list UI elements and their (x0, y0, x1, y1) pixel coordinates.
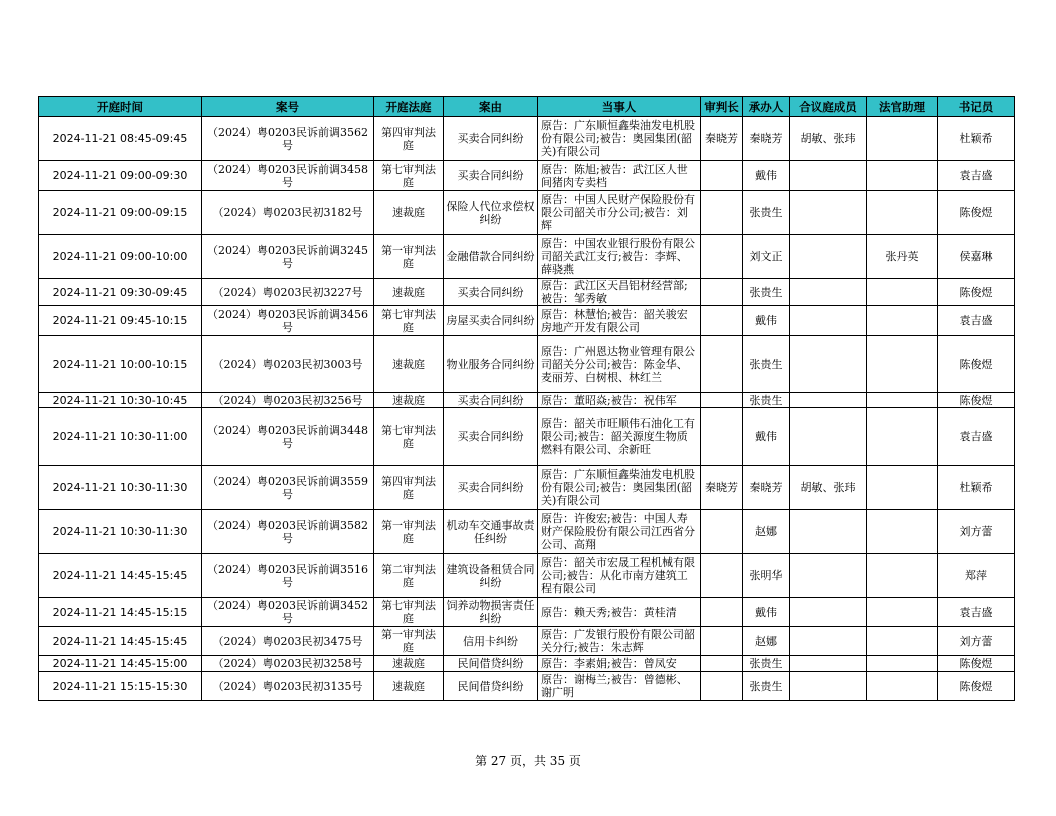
cell-panel (790, 554, 867, 598)
cell-time: 2024-11-21 14:45-15:45 (39, 554, 202, 598)
cell-cause: 房屋买卖合同纠纷 (444, 306, 538, 336)
cell-case-no: （2024）粤0203民诉前调3448号 (202, 408, 374, 466)
cell-case-no: （2024）粤0203民初3256号 (202, 393, 374, 408)
col-header-time: 开庭时间 (39, 97, 202, 117)
cell-court: 速裁庭 (374, 393, 444, 408)
table-row (39, 191, 1015, 235)
cell-handler: 秦晓芳 (743, 466, 790, 510)
cell-chief-judge (701, 510, 743, 554)
cell-chief-judge (701, 554, 743, 598)
cell-case-no: （2024）粤0203民初3003号 (202, 336, 374, 393)
cell-case-no: （2024）粤0203民诉前调3559号 (202, 466, 374, 510)
cell-handler: 张贵生 (743, 279, 790, 306)
col-header-assistant: 法官助理 (867, 97, 938, 117)
cell-case-no: （2024）粤0203民诉前调3458号 (202, 161, 374, 191)
cell-parties: 原告：中国农业银行股份有限公司韶关武江支行;被告：李辉、薛骁燕 (538, 235, 701, 279)
cell-parties: 原告：广州恩达物业管理有限公司韶关分公司;被告：陈金华、麦丽芳、白树根、林红兰 (538, 336, 701, 393)
cell-time: 2024-11-21 14:45-15:15 (39, 598, 202, 627)
cell-time: 2024-11-21 09:00-09:30 (39, 161, 202, 191)
cell-parties: 原告：韶关市旺顺伟石油化工有限公司;被告：韶关源度生物质燃料有限公司、余新旺 (538, 408, 701, 466)
cell-parties: 原告：董昭焱;被告：祝伟军 (538, 393, 701, 408)
table-row (39, 279, 1015, 306)
cell-court: 速裁庭 (374, 191, 444, 235)
col-header-clerk: 书记员 (938, 97, 1015, 117)
cell-assistant (867, 510, 938, 554)
cell-cause: 民间借贷纠纷 (444, 656, 538, 672)
cell-handler: 赵娜 (743, 627, 790, 656)
cell-clerk: 杜颖希 (938, 117, 1015, 161)
cell-panel (790, 656, 867, 672)
cell-cause: 信用卡纠纷 (444, 627, 538, 656)
cell-clerk: 杜颖希 (938, 466, 1015, 510)
cell-panel (790, 598, 867, 627)
cell-handler: 戴伟 (743, 306, 790, 336)
cell-parties: 原告：韶关市宏晟工程机械有限公司;被告：从化市南方建筑工程有限公司 (538, 554, 701, 598)
cell-chief-judge (701, 627, 743, 656)
cell-assistant (867, 672, 938, 701)
cell-chief-judge (701, 235, 743, 279)
cell-handler: 戴伟 (743, 598, 790, 627)
cell-handler: 秦晓芳 (743, 117, 790, 161)
cell-cause: 机动车交通事故责任纠纷 (444, 510, 538, 554)
cell-panel (790, 191, 867, 235)
cell-time: 2024-11-21 09:00-09:15 (39, 191, 202, 235)
cell-handler: 戴伟 (743, 161, 790, 191)
header-row (39, 97, 1015, 117)
cell-case-no: （2024）粤0203民诉前调3452号 (202, 598, 374, 627)
cell-case-no: （2024）粤0203民初3475号 (202, 627, 374, 656)
table-row (39, 554, 1015, 598)
cell-clerk: 袁吉盛 (938, 408, 1015, 466)
cell-chief-judge (701, 408, 743, 466)
cell-case-no: （2024）粤0203民诉前调3582号 (202, 510, 374, 554)
cell-handler: 张贵生 (743, 393, 790, 408)
cell-clerk: 郑萍 (938, 554, 1015, 598)
cell-court: 速裁庭 (374, 656, 444, 672)
cell-cause: 买卖合同纠纷 (444, 466, 538, 510)
cell-panel (790, 306, 867, 336)
cell-clerk: 刘方蕾 (938, 627, 1015, 656)
cell-handler: 张贵生 (743, 672, 790, 701)
cell-chief-judge (701, 306, 743, 336)
cell-handler: 张明华 (743, 554, 790, 598)
table-row (39, 408, 1015, 466)
cell-time: 2024-11-21 15:15-15:30 (39, 672, 202, 701)
cell-clerk: 陈俊煜 (938, 656, 1015, 672)
cell-cause: 民间借贷纠纷 (444, 672, 538, 701)
cell-handler: 张贵生 (743, 191, 790, 235)
cell-chief-judge: 秦晓芳 (701, 117, 743, 161)
table-row (39, 306, 1015, 336)
cell-chief-judge (701, 393, 743, 408)
table-row (39, 161, 1015, 191)
cell-court: 第一审判法庭 (374, 627, 444, 656)
cell-cause: 物业服务合同纠纷 (444, 336, 538, 393)
cell-court: 第二审判法庭 (374, 554, 444, 598)
cell-handler: 刘文正 (743, 235, 790, 279)
cell-chief-judge (701, 656, 743, 672)
cell-parties: 原告：广东顺恒鑫柴油发电机股份有限公司;被告：奥园集团(韶关)有限公司 (538, 117, 701, 161)
cell-assistant (867, 656, 938, 672)
cell-parties: 原告：陈旭;被告：武江区人世间猪肉专卖档 (538, 161, 701, 191)
table-row (39, 656, 1015, 672)
cell-time: 2024-11-21 09:45-10:15 (39, 306, 202, 336)
cell-time: 2024-11-21 10:30-10:45 (39, 393, 202, 408)
cell-court: 速裁庭 (374, 336, 444, 393)
cell-handler: 赵娜 (743, 510, 790, 554)
table-row (39, 336, 1015, 393)
cell-parties: 原告：赖天秀;被告：黄桂清 (538, 598, 701, 627)
cell-parties: 原告：武江区天昌铝材经营部;被告：邹秀敏 (538, 279, 701, 306)
cell-chief-judge (701, 598, 743, 627)
cell-panel (790, 627, 867, 656)
cell-panel (790, 235, 867, 279)
cell-assistant (867, 117, 938, 161)
cell-assistant (867, 191, 938, 235)
cell-clerk: 陈俊煜 (938, 279, 1015, 306)
cell-panel (790, 279, 867, 306)
hearing-schedule-table (38, 96, 1015, 701)
cell-assistant (867, 408, 938, 466)
cell-panel: 胡敏、张玮 (790, 117, 867, 161)
cell-parties: 原告：李素娟;被告：曾凤安 (538, 656, 701, 672)
col-header-parties: 当事人 (538, 97, 701, 117)
cell-parties: 原告：广东顺恒鑫柴油发电机股份有限公司;被告：奥园集团(韶关)有限公司 (538, 466, 701, 510)
cell-panel: 胡敏、张玮 (790, 466, 867, 510)
cell-parties: 原告：林慧怡;被告：韶关骏宏房地产开发有限公司 (538, 306, 701, 336)
cell-handler: 张贵生 (743, 656, 790, 672)
cell-cause: 买卖合同纠纷 (444, 161, 538, 191)
table-row (39, 235, 1015, 279)
cell-case-no: （2024）粤0203民初3258号 (202, 656, 374, 672)
table-row (39, 510, 1015, 554)
table-row (39, 627, 1015, 656)
cell-handler: 张贵生 (743, 336, 790, 393)
cell-cause: 金融借款合同纠纷 (444, 235, 538, 279)
col-header-panel: 合议庭成员 (790, 97, 867, 117)
cell-cause: 买卖合同纠纷 (444, 117, 538, 161)
cell-clerk: 侯嘉琳 (938, 235, 1015, 279)
cell-panel (790, 408, 867, 466)
cell-court: 第七审判法庭 (374, 408, 444, 466)
cell-court: 速裁庭 (374, 672, 444, 701)
cell-time: 2024-11-21 09:30-09:45 (39, 279, 202, 306)
cell-parties: 原告：谢梅兰;被告：曾德彬、谢广明 (538, 672, 701, 701)
cell-assistant (867, 598, 938, 627)
cell-chief-judge (701, 191, 743, 235)
cell-assistant: 张丹英 (867, 235, 938, 279)
cell-assistant (867, 627, 938, 656)
cell-cause: 保险人代位求偿权纠纷 (444, 191, 538, 235)
cell-clerk: 陈俊煜 (938, 672, 1015, 701)
cell-panel (790, 393, 867, 408)
cell-panel (790, 336, 867, 393)
cell-clerk: 袁吉盛 (938, 161, 1015, 191)
cell-chief-judge: 秦晓芳 (701, 466, 743, 510)
cell-assistant (867, 279, 938, 306)
cell-assistant (867, 466, 938, 510)
cell-time: 2024-11-21 10:00-10:15 (39, 336, 202, 393)
cell-cause: 买卖合同纠纷 (444, 279, 538, 306)
cell-court: 第七审判法庭 (374, 306, 444, 336)
cell-court: 第四审判法庭 (374, 466, 444, 510)
page-footer: 第 27 页，共 35 页 (475, 754, 581, 768)
cell-time: 2024-11-21 14:45-15:45 (39, 627, 202, 656)
table-row (39, 117, 1015, 161)
table-row (39, 393, 1015, 408)
cell-time: 2024-11-21 14:45-15:00 (39, 656, 202, 672)
cell-parties: 原告：广发银行股份有限公司韶关分行;被告：朱志辉 (538, 627, 701, 656)
cell-time: 2024-11-21 08:45-09:45 (39, 117, 202, 161)
cell-case-no: （2024）粤0203民诉前调3456号 (202, 306, 374, 336)
cell-panel (790, 672, 867, 701)
cell-case-no: （2024）粤0203民初3227号 (202, 279, 374, 306)
cell-clerk: 刘方蕾 (938, 510, 1015, 554)
col-header-case-no: 案号 (202, 97, 374, 117)
cell-case-no: （2024）粤0203民诉前调3562号 (202, 117, 374, 161)
table-row (39, 672, 1015, 701)
cell-cause: 买卖合同纠纷 (444, 408, 538, 466)
col-header-cause: 案由 (444, 97, 538, 117)
cell-clerk: 陈俊煜 (938, 336, 1015, 393)
cell-cause: 建筑设备租赁合同纠纷 (444, 554, 538, 598)
cell-cause: 买卖合同纠纷 (444, 393, 538, 408)
cell-time: 2024-11-21 09:00-10:00 (39, 235, 202, 279)
cell-panel (790, 510, 867, 554)
cell-time: 2024-11-21 10:30-11:00 (39, 408, 202, 466)
cell-case-no: （2024）粤0203民诉前调3245号 (202, 235, 374, 279)
cell-court: 第一审判法庭 (374, 510, 444, 554)
cell-time: 2024-11-21 10:30-11:30 (39, 466, 202, 510)
cell-court: 第一审判法庭 (374, 235, 444, 279)
cell-clerk: 袁吉盛 (938, 598, 1015, 627)
cell-court: 速裁庭 (374, 279, 444, 306)
table-row (39, 598, 1015, 627)
cell-clerk: 陈俊煜 (938, 393, 1015, 408)
col-header-court: 开庭法庭 (374, 97, 444, 117)
cell-court: 第四审判法庭 (374, 117, 444, 161)
cell-assistant (867, 554, 938, 598)
cell-assistant (867, 306, 938, 336)
col-header-chief-judge: 审判长 (701, 97, 743, 117)
cell-assistant (867, 393, 938, 408)
cell-assistant (867, 336, 938, 393)
cell-time: 2024-11-21 10:30-11:30 (39, 510, 202, 554)
cell-panel (790, 161, 867, 191)
cell-case-no: （2024）粤0203民诉前调3516号 (202, 554, 374, 598)
cell-court: 第七审判法庭 (374, 161, 444, 191)
cell-parties: 原告：许俊宏;被告：中国人寿财产保险股份有限公司江西省分公司、高翔 (538, 510, 701, 554)
cell-assistant (867, 161, 938, 191)
cell-chief-judge (701, 336, 743, 393)
table-row (39, 466, 1015, 510)
cell-case-no: （2024）粤0203民初3182号 (202, 191, 374, 235)
cell-case-no: （2024）粤0203民初3135号 (202, 672, 374, 701)
cell-parties: 原告：中国人民财产保险股份有限公司韶关市分公司;被告：刘辉 (538, 191, 701, 235)
cell-chief-judge (701, 672, 743, 701)
cell-court: 第七审判法庭 (374, 598, 444, 627)
cell-clerk: 袁吉盛 (938, 306, 1015, 336)
cell-chief-judge (701, 279, 743, 306)
col-header-handler: 承办人 (743, 97, 790, 117)
cell-chief-judge (701, 161, 743, 191)
cell-cause: 饲养动物损害责任纠纷 (444, 598, 538, 627)
cell-handler: 戴伟 (743, 408, 790, 466)
cell-clerk: 陈俊煜 (938, 191, 1015, 235)
